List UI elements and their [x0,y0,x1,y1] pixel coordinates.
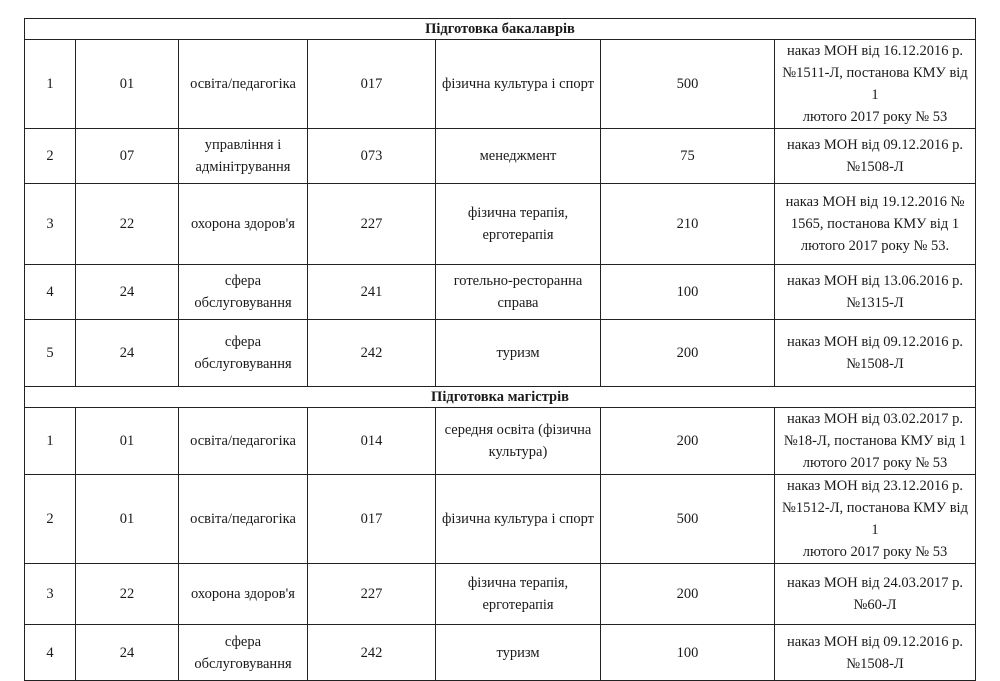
licensing-table [24,18,976,681]
specialty-name: фізична культура і спорт [436,40,601,129]
field-name: освіта/педагогіка [179,475,308,564]
field-code: 24 [76,625,179,681]
row-number: 1 [25,40,76,129]
field-code: 01 [76,408,179,475]
row-number: 3 [25,184,76,265]
table-row [25,475,976,564]
field-name: освіта/педагогіка [179,408,308,475]
row-number: 3 [25,564,76,625]
field-name: освіта/педагогіка [179,40,308,129]
specialty-name: середня освіта (фізична культура) [436,408,601,475]
specialty-name: менеджмент [436,129,601,184]
license-volume: 100 [601,625,775,681]
field-code: 01 [76,475,179,564]
specialty-code: 242 [308,320,436,387]
license-volume: 500 [601,40,775,129]
field-name: сфера обслуговування [179,265,308,320]
license-volume: 75 [601,129,775,184]
specialty-name: туризм [436,625,601,681]
field-name: охорона здоров'я [179,184,308,265]
table-row [25,40,976,129]
license-document: наказ МОН від 03.02.2017 р. №18-Л, постанова КМУ від 1 лютого 2017 року № 53 [775,408,976,475]
license-document: наказ МОН від 19.12.2016 № 1565, постанова КМУ від 1 лютого 2017 року № 53. [775,184,976,265]
field-code: 01 [76,40,179,129]
section-title: Підготовка бакалаврів [25,19,976,40]
row-number: 4 [25,625,76,681]
section-title: Підготовка магістрів [25,387,976,408]
row-number: 4 [25,265,76,320]
table-row [25,265,976,320]
license-volume: 500 [601,475,775,564]
field-name: охорона здоров'я [179,564,308,625]
specialty-code: 017 [308,475,436,564]
license-document: наказ МОН від 24.03.2017 р. №60-Л [775,564,976,625]
license-volume: 210 [601,184,775,265]
specialty-code: 014 [308,408,436,475]
specialty-code: 227 [308,564,436,625]
field-name: сфера обслуговування [179,320,308,387]
section-header-bachelor [25,19,976,40]
field-name: управління і адмінітрування [179,129,308,184]
field-code: 07 [76,129,179,184]
specialty-code: 241 [308,265,436,320]
row-number: 1 [25,408,76,475]
license-document: наказ МОН від 16.12.2016 р. №1511-Л, постанова КМУ від 1 лютого 2017 року № 53 [775,40,976,129]
specialty-name: фізична терапія, ерготерапія [436,564,601,625]
specialty-name: фізична культура і спорт [436,475,601,564]
field-code: 22 [76,184,179,265]
license-document: наказ МОН від 09.12.2016 р. №1508-Л [775,129,976,184]
table-row [25,564,976,625]
field-code: 24 [76,265,179,320]
specialty-code: 073 [308,129,436,184]
row-number: 2 [25,475,76,564]
license-volume: 200 [601,564,775,625]
table-row [25,320,976,387]
specialty-name: готельно-ресторанна справа [436,265,601,320]
field-name: сфера обслуговування [179,625,308,681]
license-document: наказ МОН від 09.12.2016 р. №1508-Л [775,320,976,387]
license-volume: 200 [601,408,775,475]
license-document: наказ МОН від 23.12.2016 р. №1512-Л, постанова КМУ від 1 лютого 2017 року № 53 [775,475,976,564]
table-row [25,129,976,184]
license-volume: 200 [601,320,775,387]
row-number: 5 [25,320,76,387]
license-volume: 100 [601,265,775,320]
specialty-code: 227 [308,184,436,265]
license-document: наказ МОН від 09.12.2016 р. №1508-Л [775,625,976,681]
specialty-code: 242 [308,625,436,681]
field-code: 22 [76,564,179,625]
table-row [25,408,976,475]
section-header-master [25,387,976,408]
document-page [24,18,976,681]
license-document: наказ МОН від 13.06.2016 р. №1315-Л [775,265,976,320]
table-row [25,184,976,265]
specialty-name: туризм [436,320,601,387]
table-row [25,625,976,681]
row-number: 2 [25,129,76,184]
specialty-name: фізична терапія, ерготерапія [436,184,601,265]
specialty-code: 017 [308,40,436,129]
field-code: 24 [76,320,179,387]
